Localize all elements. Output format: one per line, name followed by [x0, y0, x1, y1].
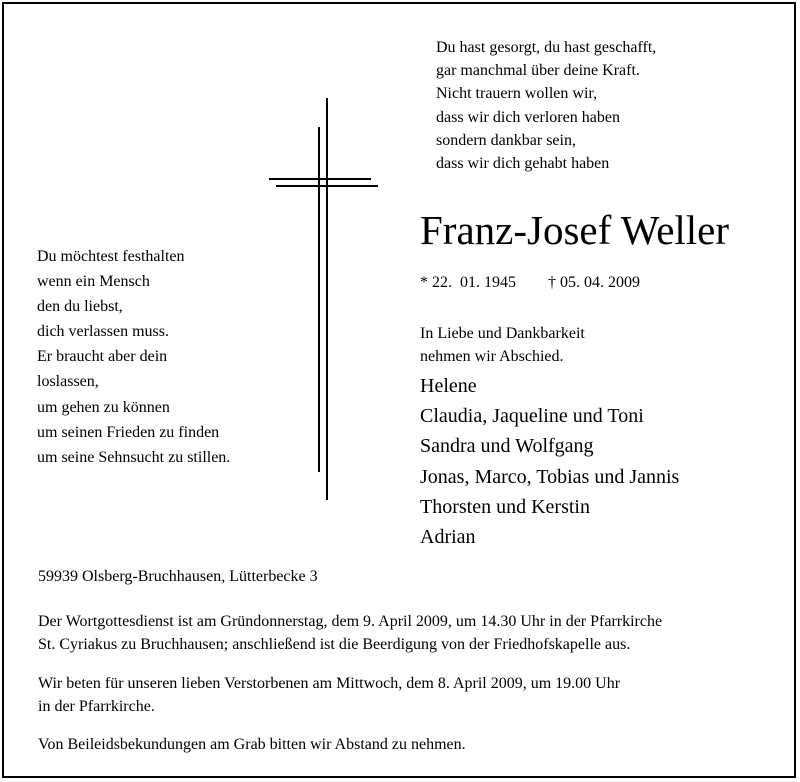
birth-date: * 22. 01. 1945 — [420, 274, 516, 291]
family-member: Claudia, Jaqueline und Toni — [420, 405, 644, 428]
family-member: Thorsten und Kerstin — [420, 495, 590, 518]
farewell-line: nehmen wir Abschied. — [420, 348, 564, 365]
poem-left-line: um seinen Frieden zu finden — [37, 423, 220, 441]
poem-left-line: wenn ein Mensch — [37, 273, 150, 291]
poem-left-line: Er braucht aber dein — [37, 348, 168, 366]
poem-left-line: um gehen zu können — [37, 398, 170, 416]
life-dates — [420, 272, 640, 294]
poem-right-line: Nicht trauern wollen wir, — [436, 85, 598, 103]
service-info — [38, 611, 662, 656]
farewell-text — [420, 322, 585, 368]
poem-right-line: sondern dankbar sein, — [436, 131, 576, 149]
poem-left-line: loslassen, — [37, 373, 99, 391]
poem-right-line: Du hast gesorgt, du hast geschafft, — [436, 39, 657, 56]
note-line: Von Beileidsbekundungen am Grab bitten wir Abstand zu nehmen. — [38, 736, 466, 753]
address: 59939 Olsberg-Bruchhausen, Lütterbecke 3 — [38, 568, 318, 585]
poem-right-line: gar manchmal über deine Kraft. — [436, 62, 640, 80]
poem-right — [436, 36, 656, 175]
prayer-line: Wir beten für unseren lieben Verstorbenen am Mittwoch, dem 8. April 2009, um 19.00 Uhr — [38, 675, 621, 692]
family-member: Adrian — [420, 526, 476, 549]
family-member: Sandra und Wolfgang — [420, 435, 594, 458]
service-line: St. Cyriakus zu Bruchhausen; anschließend ist die Beerdigung von der Friedhofskapelle aus. — [38, 635, 631, 653]
poem-left — [37, 244, 230, 470]
poem-left-line: Du möchtest festhalten — [37, 248, 185, 265]
poem-left-line: den du liebst, — [37, 298, 123, 316]
prayer-info — [38, 673, 620, 718]
death-date: † 05. 04. 2009 — [548, 274, 640, 291]
family-list — [420, 371, 679, 552]
farewell-line: In Liebe und Dankbarkeit — [420, 325, 585, 342]
family-member: Helene — [420, 375, 477, 397]
service-line: Der Wortgottesdienst ist am Gründonnerstag, dem 9. April 2009, um 14.30 Uhr in der Pfarrkirche — [38, 613, 663, 630]
poem-left-line: dich verlassen muss. — [37, 323, 169, 341]
poem-right-line: dass wir dich gehabt haben — [436, 155, 610, 173]
condolence-note — [38, 734, 466, 757]
prayer-line: in der Pfarrkirche. — [38, 697, 155, 715]
poem-right-line: dass wir dich verloren haben — [436, 108, 620, 126]
poem-left-line: um seine Sehnsucht zu stillen. — [37, 448, 231, 466]
family-member: Jonas, Marco, Tobias und Jannis — [420, 465, 680, 488]
deceased-name: Franz-Josef Weller — [420, 207, 730, 253]
